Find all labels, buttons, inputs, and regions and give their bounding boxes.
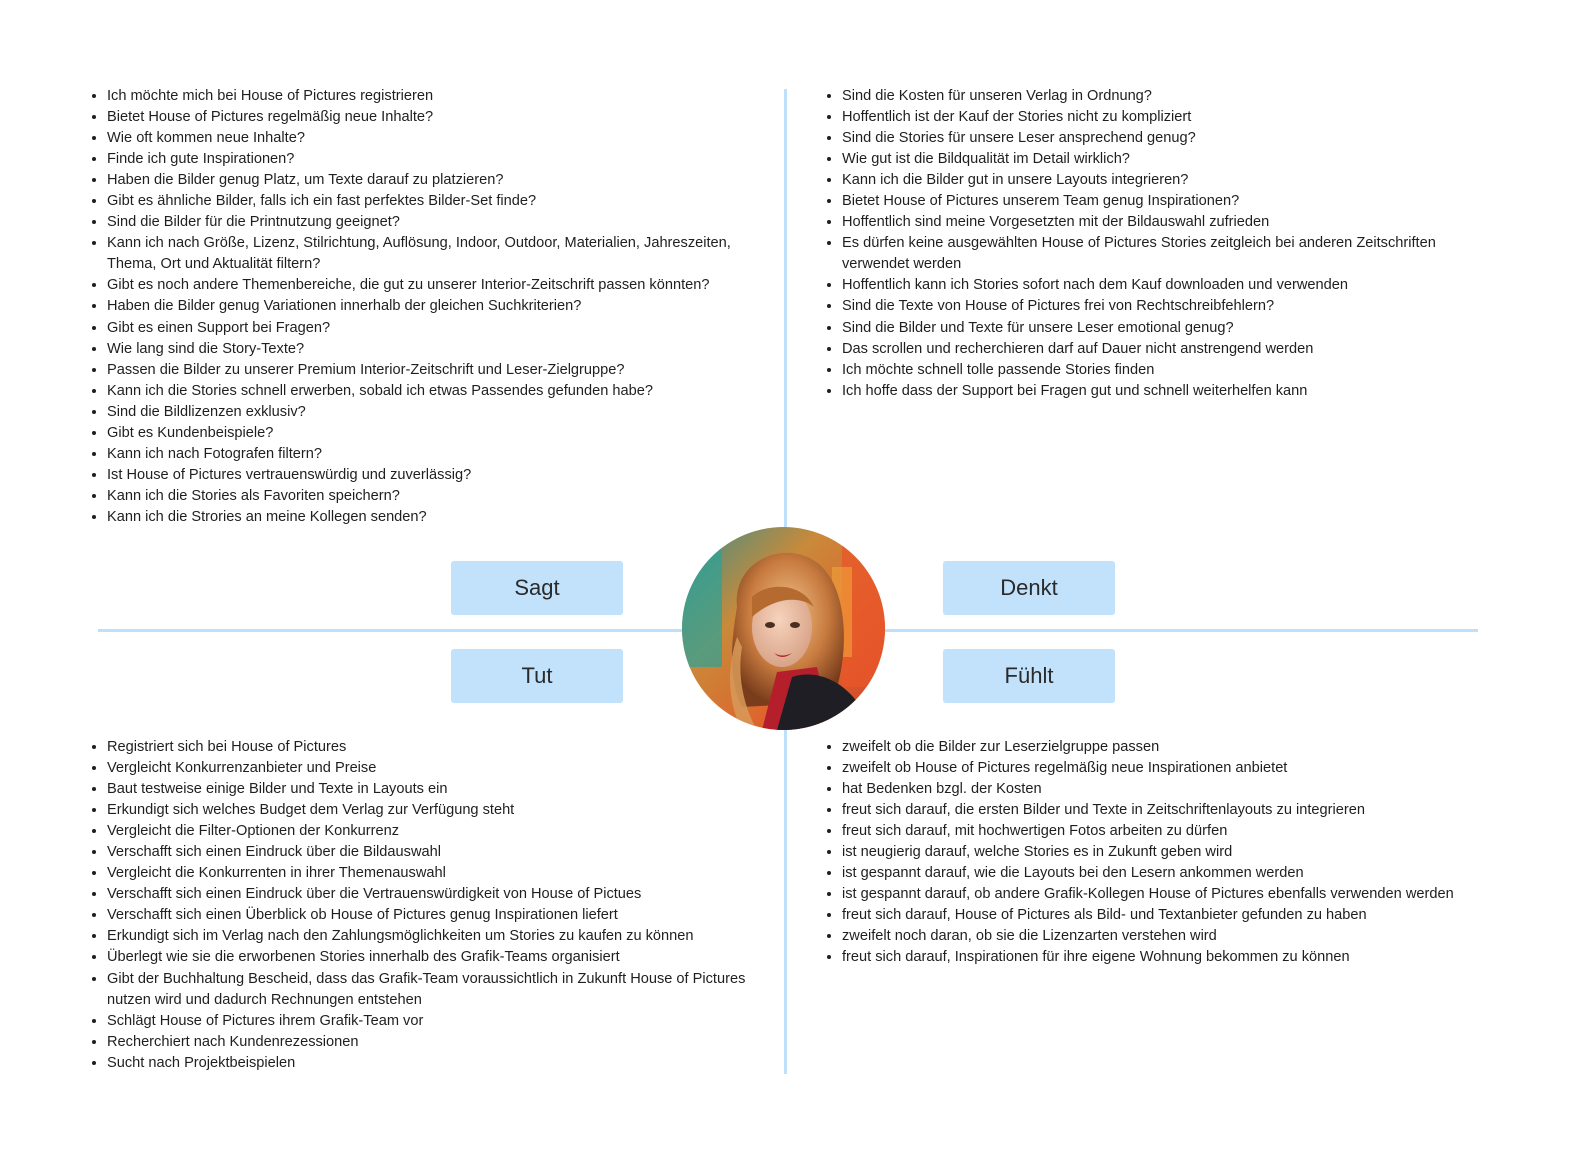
list-item: • Haben die Bilder genug Variationen innerhalb der gleichen Suchkriterien? [107,296,767,317]
list-item: • Sucht nach Projektbeispielen [107,1053,767,1074]
list-item: • Ich möchte mich bei House of Pictures registrieren [107,86,767,107]
list-item: • zweifelt ob die Bilder zur Leserzielgruppe passen [842,737,1502,758]
says-list [90,86,767,528]
list-item: • Erkundigt sich welches Budget dem Verlag zur Verfügung steht [107,800,767,821]
list-item: • Das scrollen und recherchieren darf auf Dauer nicht anstrengend werden [842,339,1502,360]
list-item: • Kann ich die Stories schnell erwerben, sobald ich etwas Passendes gefunden habe? [107,381,767,402]
does-label: Tut [451,649,623,703]
list-item: • Kann ich die Stories als Favoriten speichern? [107,486,767,507]
list-item: • Bietet House of Pictures regelmäßig neue Inhalte? [107,107,767,128]
thinks-list [825,86,1502,402]
list-item: • Überlegt wie sie die erworbenen Stories innerhalb des Grafik-Teams organisiert [107,947,767,968]
list-item: • Registriert sich bei House of Pictures [107,737,767,758]
list-item: • Sind die Kosten für unseren Verlag in Ordnung? [842,86,1502,107]
list-item: • ist gespannt darauf, wie die Layouts bei den Lesern ankommen werden [842,863,1502,884]
list-item: • Gibt der Buchhaltung Bescheid, dass das Grafik-Team voraussichtlich in Zukunft House of Pictures nutzen wird und dadurch Rechnungen entstehen [107,969,767,1011]
list-item: • Sind die Texte von House of Pictures frei von Rechtschreibfehlern? [842,296,1502,317]
list-item: • Kann ich die Bilder gut in unsere Layouts integrieren? [842,170,1502,191]
list-item: • ist gespannt darauf, ob andere Grafik-Kollegen House of Pictures ebenfalls verwenden werden [842,884,1502,905]
does-list [90,737,767,1074]
list-item: • Gibt es einen Support bei Fragen? [107,318,767,339]
list-item: • Wie lang sind die Story-Texte? [107,339,767,360]
list-item: • Wie gut ist die Bildqualität im Detail wirklich? [842,149,1502,170]
list-item: • ist neugierig darauf, welche Stories es in Zukunft geben wird [842,842,1502,863]
list-item: • freut sich darauf, die ersten Bilder und Texte in Zeitschriftenlayouts zu integrieren [842,800,1502,821]
list-item: • Sind die Bilder für die Printnutzung geeignet? [107,212,767,233]
list-item: • Ist House of Pictures vertrauenswürdig und zuverlässig? [107,465,767,486]
thinks-label: Denkt [943,561,1115,615]
list-item: • Recherchiert nach Kundenrezessionen [107,1032,767,1053]
list-item: • Sind die Stories für unsere Leser ansprechend genug? [842,128,1502,149]
list-item: • Kann ich die Strories an meine Kollegen senden? [107,507,767,528]
list-item: • Schlägt House of Pictures ihrem Grafik-Team vor [107,1011,767,1032]
list-item: • Passen die Bilder zu unserer Premium Interior-Zeitschrift und Leser-Zielgruppe? [107,360,767,381]
list-item: • Vergleicht die Filter-Optionen der Konkurrenz [107,821,767,842]
list-item: • hat Bedenken bzgl. der Kosten [842,779,1502,800]
list-item: • Verschafft sich einen Eindruck über die Vertrauenswürdigkeit von House of Pictues [107,884,767,905]
list-item: • freut sich darauf, Inspirationen für ihre eigene Wohnung bekommen zu können [842,947,1502,968]
list-item: • Es dürfen keine ausgewählten House of Pictures Stories zeitgleich bei anderen Zeitschriften verwendet werden [842,233,1502,275]
list-item: • Vergleicht Konkurrenzanbieter und Preise [107,758,767,779]
feels-list [825,737,1502,969]
list-item: • Ich möchte schnell tolle passende Stories finden [842,360,1502,381]
list-item: • Verschafft sich einen Eindruck über die Bildauswahl [107,842,767,863]
persona-portrait-icon [682,527,885,730]
list-item: • Gibt es noch andere Themenbereiche, die gut zu unserer Interior-Zeitschrift passen könnten? [107,275,767,296]
list-item: • zweifelt ob House of Pictures regelmäßig neue Inspirationen anbietet [842,758,1502,779]
list-item: • freut sich darauf, House of Pictures als Bild- und Textanbieter gefunden zu haben [842,905,1502,926]
list-item: • Hoffentlich ist der Kauf der Stories nicht zu kompliziert [842,107,1502,128]
says-label: Sagt [451,561,623,615]
list-item: • Erkundigt sich im Verlag nach den Zahlungsmöglichkeiten um Stories zu kaufen zu können [107,926,767,947]
list-item: • Sind die Bildlizenzen exklusiv? [107,402,767,423]
feels-label: Fühlt [943,649,1115,703]
list-item: • Kann ich nach Größe, Lizenz, Stilrichtung, Auflösung, Indoor, Outdoor, Materialien, Jahreszeiten, Thema, Ort und Aktualität filtern? [107,233,767,275]
list-item: • Finde ich gute Inspirationen? [107,149,767,170]
list-item: • Wie oft kommen neue Inhalte? [107,128,767,149]
list-item: • Kann ich nach Fotografen filtern? [107,444,767,465]
list-item: • Sind die Bilder und Texte für unsere Leser emotional genug? [842,318,1502,339]
list-item: • Verschafft sich einen Überblick ob House of Pictures genug Inspirationen liefert [107,905,767,926]
list-item: • Vergleicht die Konkurrenten in ihrer Themenauswahl [107,863,767,884]
list-item: • Bietet House of Pictures unserem Team genug Inspirationen? [842,191,1502,212]
list-item: • Hoffentlich sind meine Vorgesetzten mit der Bildauswahl zufrieden [842,212,1502,233]
list-item: • Gibt es Kundenbeispiele? [107,423,767,444]
list-item: • Hoffentlich kann ich Stories sofort nach dem Kauf downloaden und verwenden [842,275,1502,296]
list-item: • Gibt es ähnliche Bilder, falls ich ein fast perfektes Bilder-Set finde? [107,191,767,212]
list-item: • Haben die Bilder genug Platz, um Texte darauf zu platzieren? [107,170,767,191]
list-item: • Ich hoffe dass der Support bei Fragen gut und schnell weiterhelfen kann [842,381,1502,402]
list-item: • freut sich darauf, mit hochwertigen Fotos arbeiten zu dürfen [842,821,1502,842]
list-item: • zweifelt noch daran, ob sie die Lizenzarten verstehen wird [842,926,1502,947]
list-item: • Baut testweise einige Bilder und Texte in Layouts ein [107,779,767,800]
